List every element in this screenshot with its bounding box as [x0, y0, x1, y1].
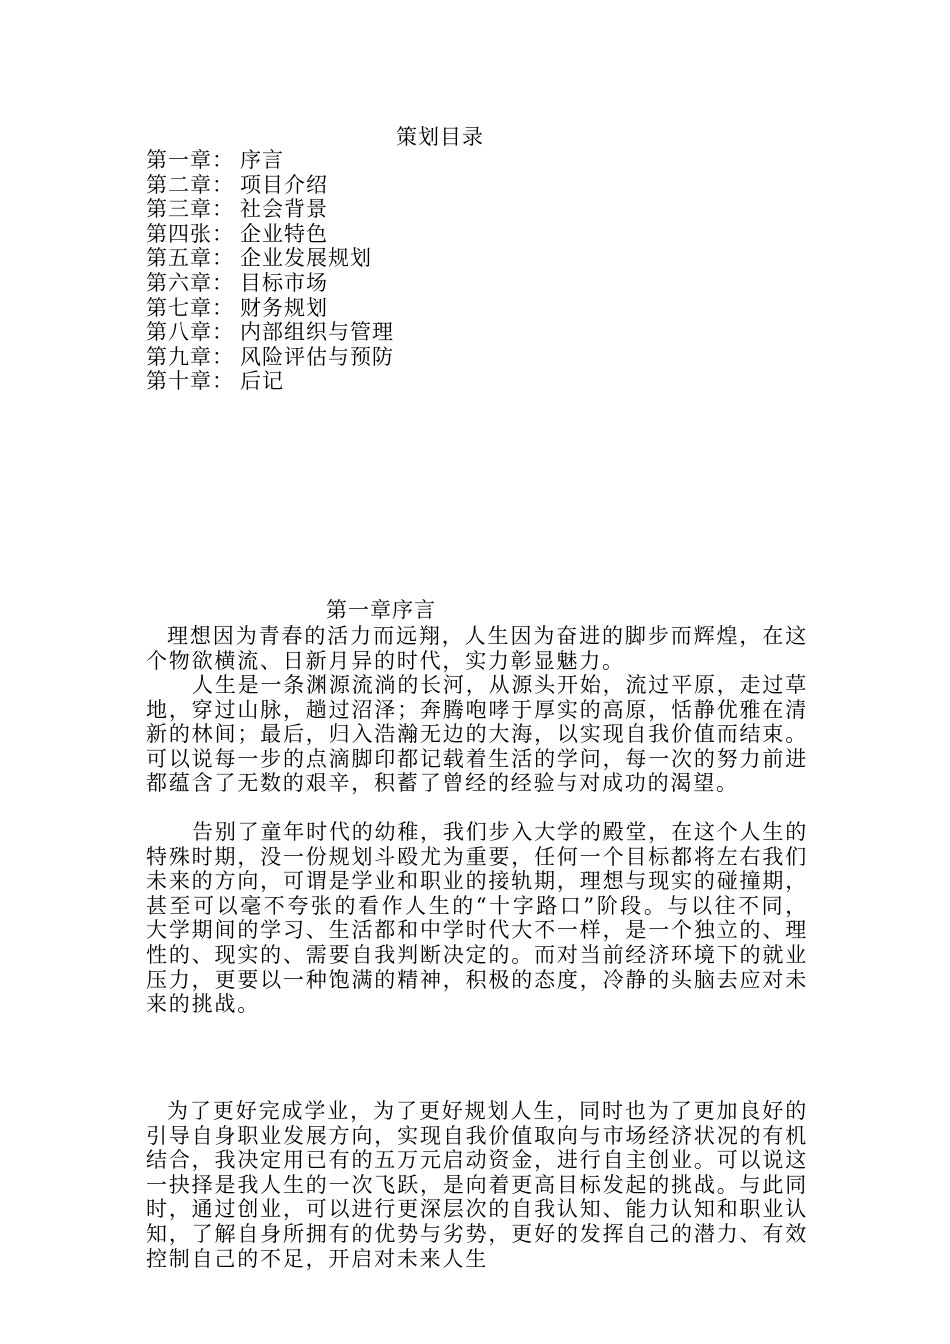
- toc-item-label: 社会背景: [240, 197, 328, 222]
- toc-title: 策划目录: [396, 125, 484, 149]
- toc-item-label: 财务规划: [240, 295, 328, 320]
- body-paragraph: 告别了童年时代的幼稚，我们步入大学的殿堂，在这个人生的特殊时期，没一份规划斗殴尤为重要，任何一个目标都将左右我们未来的方向，可谓是学业和职业的接轨期，理想与现实的碰撞期，甚至可以毫不夸张的看作人生的“十字路口”阶段。与以往不同，大学期间的学习、生活都和中学时代大不一样，是一个独立的、理性的、现实的、需要自我判断决定的。而对当前经济环境下的就业压力，更要以一种饱满的精神，积极的态度，冷静的头脑去应对未来的挑战。: [146, 820, 808, 1017]
- toc-item-number: 第四张：: [146, 221, 234, 246]
- toc-item: [146, 197, 394, 222]
- toc-item-number: 第九章：: [146, 344, 234, 369]
- toc-item-number: 第六章：: [146, 270, 234, 295]
- toc-item-number: 第八章：: [146, 320, 234, 345]
- toc-item-label: 风险评估与预防: [240, 344, 394, 369]
- toc-item-label: 企业发展规划: [240, 246, 372, 271]
- toc-item: [146, 148, 394, 173]
- toc-item: [146, 173, 394, 198]
- toc-item-number: 第二章：: [146, 172, 234, 197]
- toc-item-label: 序言: [240, 148, 284, 172]
- toc-item-number: 第七章：: [146, 295, 234, 320]
- body-paragraph: 理想因为青春的活力而远翔，人生因为奋进的脚步而辉煌，在这个物欲横流、日新月异的时代，实力彰显魅力。: [146, 624, 808, 673]
- toc-item-label: 后记: [240, 369, 284, 394]
- table-of-contents: [146, 148, 394, 394]
- toc-item: [146, 222, 394, 247]
- toc-item-label: 目标市场: [240, 270, 328, 295]
- body-paragraph: 为了更好完成学业，为了更好规划人生，同时也为了更加良好的引导自身职业发展方向，实现自我价值取向与市场经济状况的有机结合，我决定用已有的五万元启动资金，进行自主创业。可以说这一抉择是我人生的一次飞跃，是向着更高目标发起的挑战。与此同时，通过创业，可以进行更深层次的自我认知、能力认知和职业认知，了解自身所拥有的优势与劣势，更好的发挥自己的潜力、有效控制自己的不足，开启对未来人生: [146, 1099, 808, 1271]
- toc-item-number: 第五章：: [146, 246, 234, 271]
- body-paragraph: 人生是一条渊源流淌的长河，从源头开始，流过平原，走过草地，穿过山脉，趟过沼泽；奔腾咆哮于厚实的高原，恬静优雅在清新的林间；最后，归入浩瀚无边的大海，以实现自我价值而结束。可以说每一步的点滴脚印都记载着生活的学问，每一次的努力前进都蕴含了无数的艰辛，积蓄了曾经的经验与对成功的渴望。: [146, 673, 808, 796]
- toc-item-number: 第一章：: [146, 148, 234, 172]
- toc-item-number: 第十章：: [146, 369, 234, 394]
- toc-item: [146, 246, 394, 271]
- toc-item-label: 内部组织与管理: [240, 320, 394, 345]
- toc-item: [146, 345, 394, 370]
- toc-item-label: 企业特色: [240, 221, 328, 246]
- chapter-title: 第一章序言: [326, 598, 436, 622]
- toc-item: [146, 320, 394, 345]
- toc-item-number: 第三章：: [146, 197, 234, 222]
- toc-item: [146, 271, 394, 296]
- toc-item: [146, 296, 394, 321]
- toc-item-label: 项目介绍: [240, 172, 328, 197]
- toc-item: [146, 369, 394, 394]
